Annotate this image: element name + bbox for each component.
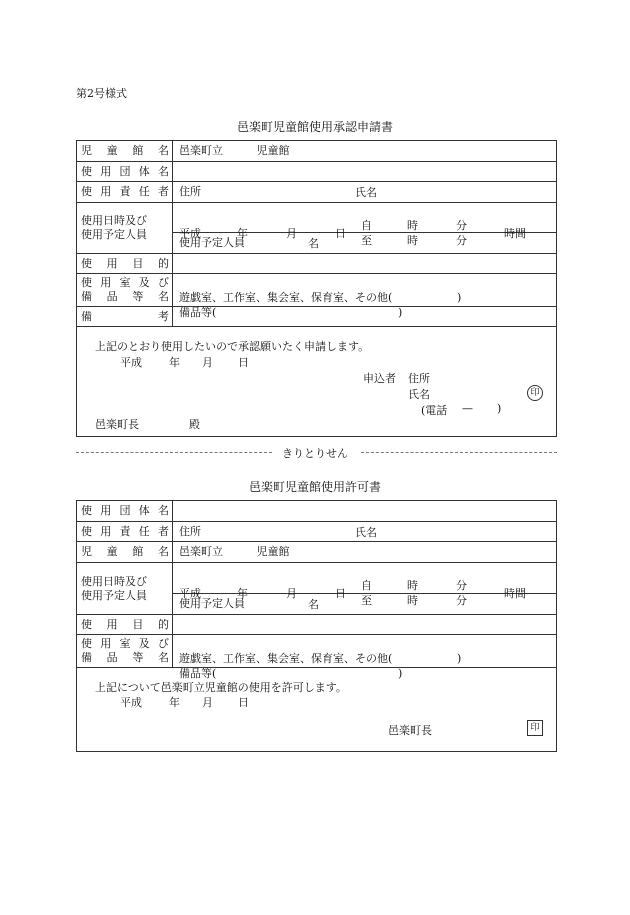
field-group-name[interactable] [173,162,557,182]
label-rooms-1: 使 用 室 及 び [81,276,169,290]
label-purpose: 使 用 目 的 [81,256,169,270]
permit-field-datetime[interactable]: 平成 年 月 日 自 至 時 時 分 分 時間 [173,563,557,594]
permit-field-purpose[interactable] [173,615,557,635]
row-responsible [77,182,557,203]
label-datetime: 使用日時及び 使用予定人員 [77,203,173,254]
permit-row-group-name [77,501,557,522]
permit-statement: 上記について邑楽町立児童館の使用を許可します。 [95,681,347,694]
field-rooms[interactable]: 遊戯室、工作室、集会室、保育室、その他( ) 備品等( ) [173,274,557,307]
label-hall-name: 児 童 館 名 [81,144,169,158]
permit-title: 邑楽町児童館使用許可書 [248,480,381,494]
permit-label-rooms-2: 備 品 等 名 [81,651,169,664]
permit-row-responsible [77,522,557,542]
applicant-label: 申込者 [363,372,396,385]
field-hall-name[interactable]: 邑楽町立 児童館 [173,141,557,162]
permit-field-group-name[interactable] [173,501,557,522]
row-group-name [77,162,557,182]
permit-label-datetime: 使用日時及び 使用予定人員 [77,563,173,615]
field-responsible[interactable]: 住所 氏名 [173,182,557,203]
permit-issuer: 邑楽町長 [388,724,432,737]
permit-row-purpose [77,615,557,635]
permit-table [76,500,557,680]
permit-field-responsible[interactable]: 住所 氏名 [173,522,557,542]
permit-row-rooms [77,635,557,668]
field-purpose[interactable] [173,254,557,274]
label-remarks: 備 考 [81,309,169,323]
row-hall-name [77,141,557,162]
field-people[interactable]: 使用予定人員 名 [173,233,557,254]
application-table [76,140,557,327]
permit-label-group-name: 使 用 団 体 名 [81,504,169,518]
field-datetime[interactable]: 平成 年 月 日 自 至 時 時 分 分 時間 [173,203,557,233]
field-remarks[interactable] [173,307,557,327]
label-rooms-2: 備 品 等 名 [81,290,169,303]
row-remarks [77,307,557,327]
addressee: 邑楽町長 [95,418,139,431]
application-declaration: 上記のとおり使用したいので承認願いたく申請します。 平成 年 月 日 申込者 住所 氏名 印 (電話 — ) 邑楽町長 殿 [76,326,557,437]
permit-row-hall-name [77,542,557,563]
cut-line-label: きりとりせん [282,447,348,460]
permit-field-hall-name[interactable]: 邑楽町立 児童館 [173,542,557,563]
seal-mark: 印 [527,385,543,401]
application-statement: 上記のとおり使用したいので承認願いたく申請します。 [95,340,370,353]
row-rooms [77,274,557,307]
permit-label-rooms-1: 使 用 室 及 び [81,637,169,651]
form-number: 第2号様式 [76,87,127,100]
permit-field-people[interactable]: 使用予定人員 名 [173,594,557,615]
permit-row-datetime [77,563,557,594]
permit-field-rooms[interactable]: 遊戯室、工作室、集会室、保育室、その他( ) 備品等( ) [173,635,557,668]
application-title: 邑楽町児童館使用承認申請書 [236,120,393,134]
label-group-name: 使 用 団 体 名 [81,164,169,178]
permit-label-purpose: 使 用 目 的 [81,617,169,631]
row-purpose [77,254,557,274]
permit-label-responsible: 使 用 責 任 者 [81,524,169,538]
row-datetime [77,203,557,233]
permit-label-hall-name: 児 童 館 名 [81,545,169,559]
cut-line [76,445,557,459]
permit-declaration: 上記について邑楽町立児童館の使用を許可します。 平成 年 月 日 邑楽町長 印 [76,668,557,752]
permit-seal-mark: 印 [527,720,543,736]
label-responsible: 使 用 責 任 者 [81,185,169,199]
